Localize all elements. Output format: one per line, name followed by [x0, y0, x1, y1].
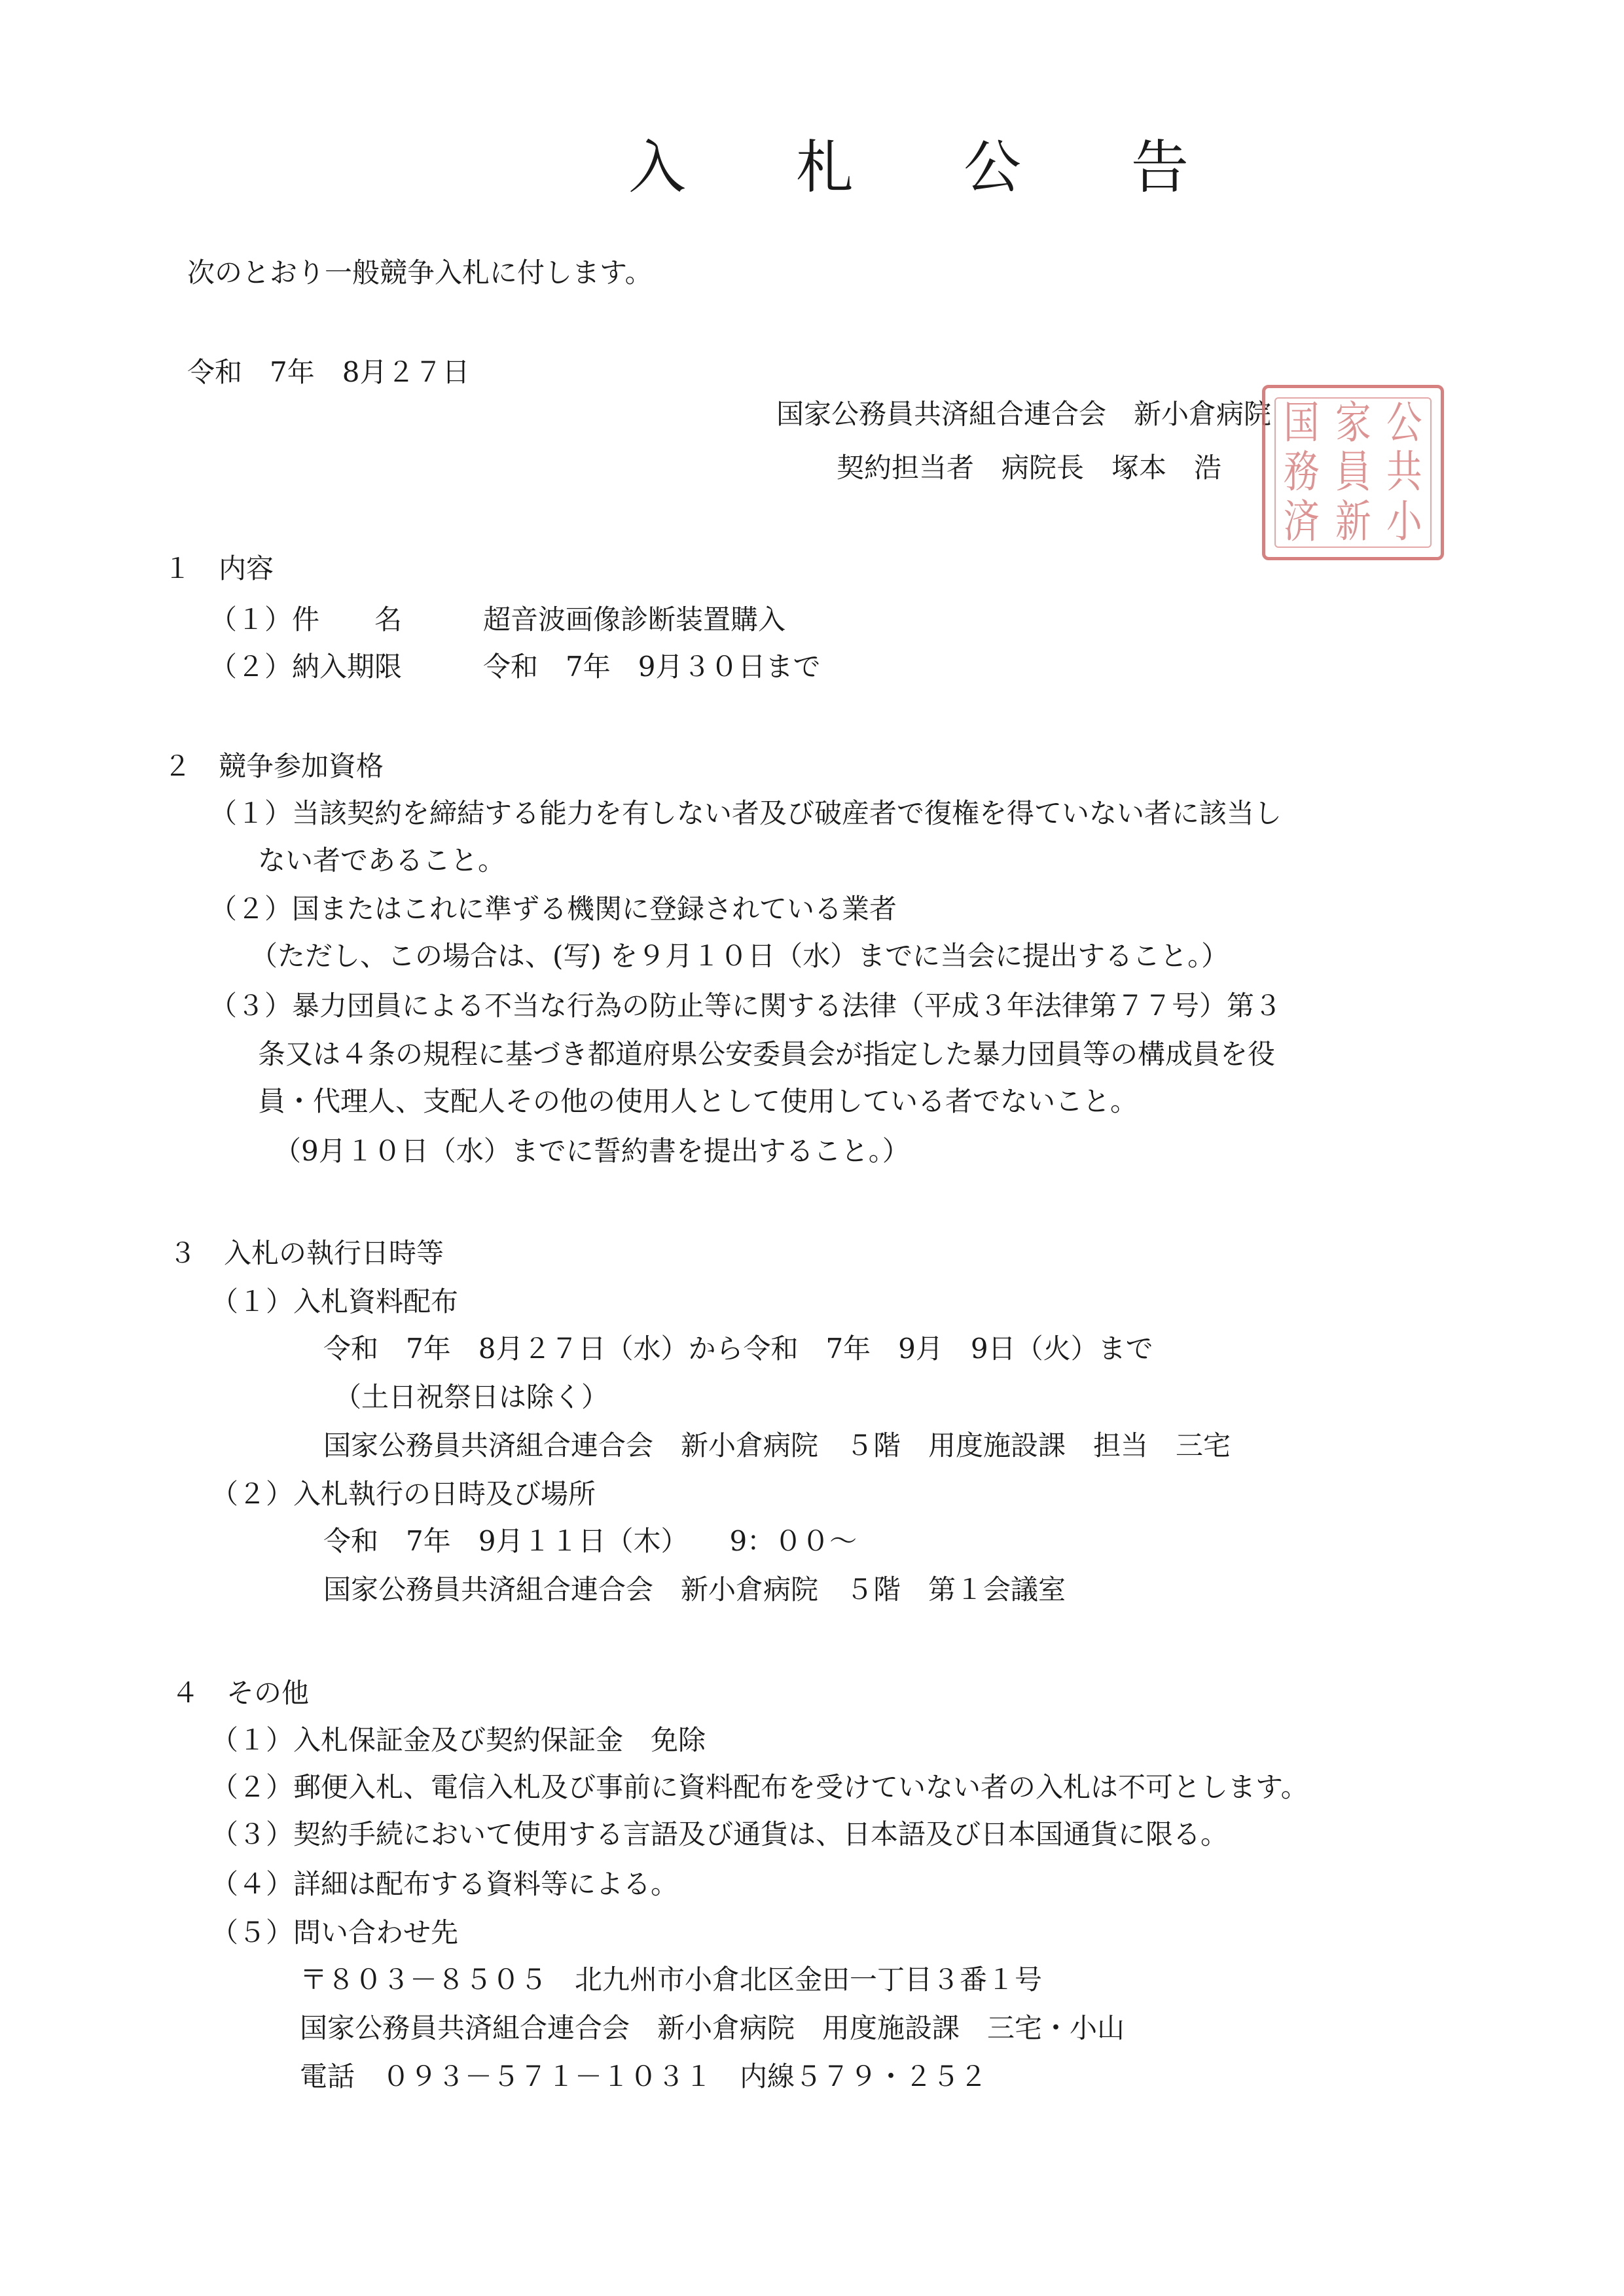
- s3-p1-label: （１）入札資料配布: [211, 1285, 459, 1318]
- contact-phone: 電話 ０９３－５７１－１０３１ 内線５７９・２５２: [300, 2060, 988, 2092]
- seal-char: 小: [1386, 496, 1422, 548]
- s2-p1-line2: ない者であること。: [258, 844, 506, 876]
- s1-item2-value: 令和 7年 9月３０日まで: [483, 651, 821, 683]
- official-seal: [1262, 385, 1444, 560]
- seal-char: 家: [1335, 397, 1371, 449]
- s2-p3-line3: 員・代理人、支配人その他の使用人として使用している者でないこと。: [258, 1085, 1138, 1117]
- seal-char: 共: [1386, 446, 1422, 498]
- s4-p4: （４）詳細は配布する資料等による。: [211, 1868, 679, 1900]
- issuer-officer: 契約担当者 病院長 塚本 浩: [837, 452, 1222, 484]
- s4-p3: （３）契約手続において使用する言語及び通貨は、日本語及び日本国通貨に限る。: [211, 1818, 1229, 1850]
- section-4-heading: ４ その他: [171, 1677, 310, 1709]
- seal-char: 国: [1284, 397, 1320, 449]
- seal-char: 員: [1335, 446, 1371, 498]
- s3-p1-period: 令和 7年 8月２７日（水）から令和 7年 9月 9日（火）まで: [323, 1333, 1153, 1365]
- s2-p2-line1: （２）国またはこれに準ずる機関に登録されている業者: [209, 893, 897, 925]
- seal-char: 新: [1335, 496, 1371, 548]
- issuer-org: 国家公務員共済組合連合会 新小倉病院: [776, 398, 1272, 430]
- section-2-heading: ２ 競争参加資格: [164, 750, 384, 782]
- notice-title: 入 札 公 告: [628, 134, 1235, 201]
- s2-p3-line1: （３）暴力団員による不当な行為の防止等に関する法律（平成３年法律第７７号）第３: [209, 990, 1282, 1022]
- notice-date: 令和 7年 8月２７日: [187, 356, 470, 388]
- contact-address: 〒８０３－８５０５ 北九州市小倉北区金田一丁目３番１号: [300, 1964, 1043, 1996]
- s1-item1-value: 超音波画像診断装置購入: [483, 603, 786, 636]
- s3-p1-note: （土日祝祭日は除く）: [334, 1381, 609, 1413]
- s2-p1-line1: （１）当該契約を締結する能力を有しない者及び破産者で復権を得ていない者に該当し: [209, 797, 1282, 829]
- seal-char: 公: [1386, 397, 1422, 449]
- s3-p2-label: （２）入札執行の日時及び場所: [211, 1478, 596, 1510]
- s1-item1-label: （１）件 名: [209, 603, 403, 636]
- section-3-heading: ３ 入札の執行日時等: [169, 1237, 444, 1269]
- seal-char: 済: [1284, 496, 1320, 548]
- s2-p2-line2: （ただし、この場合は、(写) を９月１０日（水）までに当会に提出すること。）: [250, 940, 1229, 972]
- s3-p2-place: 国家公務員共済組合連合会 新小倉病院 ５階 第１会議室: [323, 1573, 1066, 1605]
- seal-char: 務: [1284, 446, 1320, 498]
- section-1-heading: １ 内容: [164, 552, 274, 584]
- s2-p3-line2: 条又は４条の規程に基づき都道府県公安委員会が指定した暴力団員等の構成員を役: [258, 1038, 1276, 1070]
- s3-p2-datetime: 令和 7年 9月１１日（木） 9：００～: [323, 1525, 857, 1557]
- s2-p3-line4: （9月１０日（水）までに誓約書を提出すること。）: [274, 1135, 910, 1167]
- s4-p2: （２）郵便入札、電信入札及び事前に資料配布を受けていない者の入札は不可とします。: [211, 1771, 1308, 1803]
- s4-p1: （１）入札保証金及び契約保証金 免除: [211, 1724, 706, 1756]
- intro-text: 次のとおり一般競争入札に付します。: [187, 257, 653, 289]
- s4-p5-label: （５）問い合わせ先: [211, 1916, 459, 1948]
- contact-org: 国家公務員共済組合連合会 新小倉病院 用度施設課 三宅・小山: [300, 2012, 1125, 2044]
- s3-p1-place: 国家公務員共済組合連合会 新小倉病院 ５階 用度施設課 担当 三宅: [323, 1429, 1231, 1462]
- s1-item2-label: （２）納入期限: [209, 651, 403, 683]
